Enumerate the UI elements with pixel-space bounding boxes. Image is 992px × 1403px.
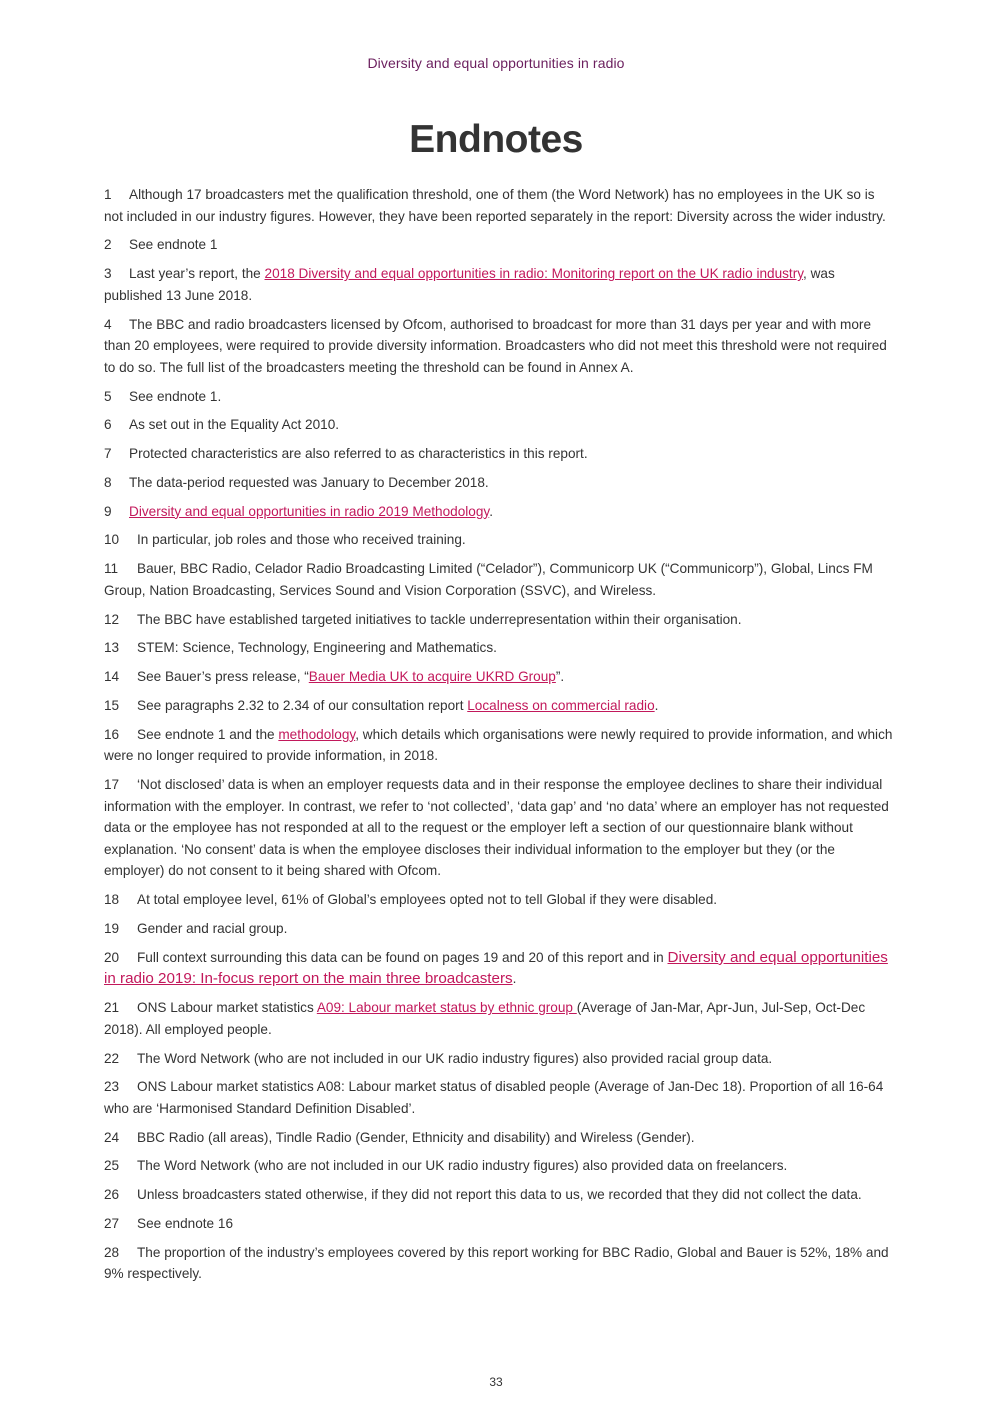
endnote-text: . [489, 503, 493, 519]
endnote-text: The BBC and radio broadcasters licensed by Ofcom, authorised to broadcast for more than 31 days per year and with more than 20 employees, were required to provide diversity information. Broadcasters who did not meet this threshold were not required to do so. The full list of the broadcasters meeting the threshold can be found in Annex A. [104, 316, 887, 375]
endnote-text: The BBC have established targeted initiatives to tackle underrepresentation within their organisation. [137, 611, 742, 627]
endnote-number: 25 [104, 1158, 120, 1174]
endnote-text: Gender and racial group. [137, 921, 288, 936]
endnote-10 [104, 529, 894, 551]
endnote-11 [104, 558, 894, 601]
endnote-text: Last year’s report, the [129, 266, 265, 282]
endnote-text: ONS Labour market statistics A08: Labour market status of disabled people (Average of Jan-Dec 18). Proportion of all 16-64 who are ‘Harmonised Standard Definition Disabled’. [104, 1079, 884, 1116]
endnote-text: The Word Network (who are not included in our UK radio industry figures) also provided data on freelancers. [137, 1158, 788, 1174]
endnote-4 [104, 314, 894, 379]
endnote-number: 20 [104, 949, 120, 965]
endnote-number: 13 [104, 640, 120, 656]
endnote-16 [104, 724, 894, 767]
endnote-text: ‘Not disclosed’ data is when an employer requests data and in their response the employee declines to share their individual information with the employer. In contrast, we refer to ‘not collected’, ‘data gap’ and ‘no data’ where an employer has not requested data or the employee has not responded at all to the request or the employer left a section of our questionnaire blank without explanation. ‘No consent’ data is when the employee discloses their individual information to the employer but they (or the employer) do not consent to it being shared with Ofcom. [104, 777, 889, 879]
endnote-1 [104, 184, 894, 227]
endnote-12 [104, 609, 894, 631]
endnote-27 [104, 1213, 894, 1235]
endnote-text: STEM: Science, Technology, Engineering and Mathematics. [137, 640, 497, 656]
endnote-5 [104, 386, 894, 408]
endnote-text: See endnote 1. [129, 388, 222, 404]
endnote-text: Although 17 broadcasters met the qualification threshold, one of them (the Word Network) has no employees in the UK so is not included in our industry figures. However, they have been reported separately in the report: Diversity across the wider industry. [104, 187, 886, 224]
endnote-6 [104, 414, 894, 436]
endnote-25 [104, 1155, 894, 1177]
endnote-text: See endnote 1 and the [137, 726, 279, 742]
endnote-number: 16 [104, 726, 120, 742]
endnote-text: ”. [555, 669, 565, 685]
endnote-text: Full context surrounding this data can be found on pages 19 and 20 of this report and in [137, 949, 668, 965]
endnote-text: ONS Labour market statistics [137, 1000, 317, 1016]
endnote-number: 28 [104, 1244, 120, 1260]
endnote-number: 11 [104, 561, 119, 577]
link-bauer-press-release[interactable]: Bauer Media UK to acquire UKRD Group [308, 669, 556, 685]
endnote-number: 8 [104, 474, 112, 490]
link-localness-report[interactable]: Localness on commercial radio [467, 697, 655, 713]
endnote-number: 27 [104, 1216, 120, 1232]
endnote-20 [104, 947, 894, 990]
endnote-number: 4 [104, 316, 112, 332]
endnote-number: 22 [104, 1050, 120, 1066]
running-header: Diversity and equal opportunities in radio [367, 55, 625, 71]
endnote-17 [104, 774, 894, 882]
endnote-28 [104, 1242, 894, 1285]
endnote-number: 19 [104, 921, 120, 936]
link-methodology[interactable]: methodology [278, 726, 356, 742]
endnote-23 [104, 1076, 894, 1119]
endnote-number: 3 [104, 266, 112, 282]
endnote-text: The data-period requested was January to December 2018. [129, 474, 489, 490]
endnote-text: Bauer, BBC Radio, Celador Radio Broadcasting Limited (“Celador”), Communicorp UK (“Communicorp”), Global, Lincs FM Group, Nation Broadcasting, Services Sound and Vision Corporation (SSVC), and Wireless. [104, 561, 873, 598]
endnote-number: 18 [104, 892, 120, 908]
endnote-text: See endnote 1 [129, 237, 218, 253]
endnote-8 [104, 472, 894, 494]
endnote-2 [104, 234, 894, 256]
endnote-text: See Bauer’s press release, “ [137, 669, 309, 685]
endnote-text: , was published 13 June 2018. [104, 266, 835, 303]
endnote-number: 14 [104, 669, 120, 685]
endnote-22 [104, 1048, 894, 1070]
endnote-text: The Word Network (who are not included in our UK radio industry figures) also provided racial group data. [137, 1050, 773, 1066]
endnote-13 [104, 637, 894, 659]
endnote-number: 24 [104, 1129, 120, 1145]
endnote-number: 9 [104, 503, 112, 519]
endnote-text: , which details which organisations were newly required to provide information, and which were no longer required to provide information, in 2018. [104, 726, 893, 764]
endnote-text: . [654, 697, 659, 713]
endnote-14 [104, 666, 894, 688]
endnote-number: 6 [104, 417, 112, 433]
endnote-number: 10 [104, 532, 120, 548]
endnote-text: Unless broadcasters stated otherwise, if they did not report this data to us, we recorded that they did not collect the data. [137, 1187, 862, 1203]
endnote-7 [104, 443, 894, 465]
endnote-text: See paragraphs 2.32 to 2.34 of our consultation report [137, 697, 468, 713]
endnote-text: As set out in the Equality Act 2010. [129, 417, 340, 433]
endnote-26 [104, 1184, 894, 1206]
endnote-number: 2 [104, 237, 112, 253]
link-in-focus-report[interactable]: Diversity and equal opportunities in radio 2019: In-focus report on the main three broadcasters [104, 948, 888, 988]
endnote-3 [104, 263, 894, 306]
page-number: 33 [489, 1375, 503, 1389]
endnote-text: At total employee level, 61% of Global’s employees opted not to tell Global if they were disabled. [137, 892, 718, 908]
link-a09-ethnic-group[interactable]: A09: Labour market status by ethnic group [316, 1000, 577, 1016]
endnote-24 [104, 1127, 894, 1149]
endnote-text: (Average of Jan-Mar, Apr-Jun, Jul-Sep, Oct-Dec 2018). All employed people. [104, 1000, 866, 1037]
endnote-text: In particular, job roles and those who received training. [137, 532, 466, 548]
endnote-text: Protected characteristics are also referred to as characteristics in this report. [129, 446, 588, 462]
endnote-21 [104, 997, 894, 1040]
endnote-text: BBC Radio (all areas), Tindle Radio (Gender, Ethnicity and disability) and Wireless (Gender). [137, 1129, 695, 1145]
endnote-number: 15 [104, 697, 120, 713]
endnote-text: The proportion of the industry’s employees covered by this report working for BBC Radio, Global and Bauer is 52%, 18% and 9% respectively. [104, 1244, 889, 1282]
endnote-number: 17 [104, 777, 120, 793]
endnote-number: 23 [104, 1079, 120, 1095]
endnote-number: 12 [104, 611, 120, 627]
endnote-18 [104, 889, 894, 911]
endnote-9 [104, 501, 894, 523]
link-2018-monitoring-report[interactable]: 2018 Diversity and equal opportunities in radio: Monitoring report on the UK radio industry [264, 266, 804, 282]
link-methodology-2019[interactable]: Diversity and equal opportunities in radio 2019 Methodology [129, 503, 490, 519]
endnote-number: 1 [104, 187, 112, 202]
endnote-number: 7 [104, 446, 112, 462]
endnotes-list [104, 184, 894, 1292]
endnote-number: 21 [104, 1000, 120, 1016]
endnote-15 [104, 695, 894, 717]
endnote-text: See endnote 16 [137, 1216, 233, 1232]
endnote-number: 26 [104, 1187, 120, 1203]
page-title: Endnotes [409, 118, 583, 161]
endnote-text: . [512, 971, 517, 987]
endnote-number: 5 [104, 388, 112, 404]
endnote-19 [104, 918, 894, 940]
